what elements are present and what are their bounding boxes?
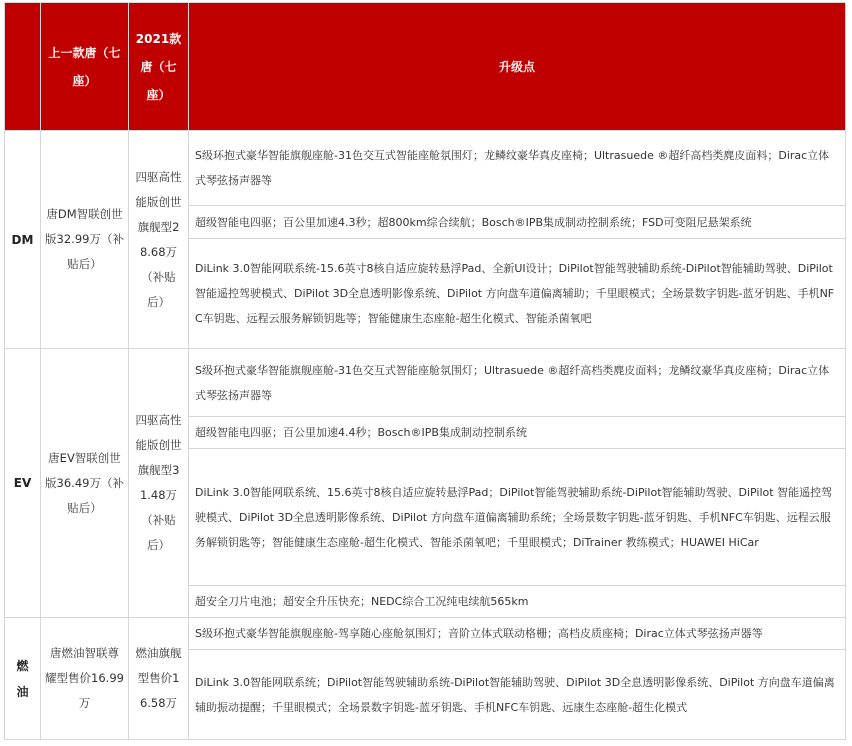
category-dm: DM	[5, 131, 41, 349]
header-category-cell	[5, 3, 41, 131]
comparison-table	[4, 2, 846, 740]
table-row	[5, 131, 846, 206]
previous-model-ev: 唐EV智联创世版36.49万（补贴后）	[41, 349, 129, 618]
table-row	[5, 349, 846, 417]
table-row	[5, 618, 846, 650]
upgrade-point: 超级智能电四驱；百公里加速4.3秒；超800km综合续航；Bosch®IPB集成制动控制系统；FSD可变阻尼悬架系统	[189, 206, 846, 239]
upgrade-point: 超安全刀片电池；超安全升压快充；NEDC综合工况纯电续航565km	[189, 586, 846, 618]
upgrade-point: DiLink 3.0智能网联系统；DiPilot智能驾驶辅助系统-DiPilot智能辅助驾驶、DiPilot 3D全息透明影像系统、DiPilot 方向盘车道偏离辅助振动提醒；千里眼模式；全场景数字钥匙-蓝牙钥匙、手机NFC车钥匙、远康生态座舱-超生化模式	[189, 650, 846, 740]
comparison-table-wrapper	[4, 2, 846, 740]
category-ev: EV	[5, 349, 41, 618]
header-previous-model: 上一款唐（七座）	[41, 3, 129, 131]
upgrade-point: S级环抱式豪华智能旗舰座舱-31色交互式智能座舱氛围灯；Ultrasuede ®超纤高档类麂皮面料；龙鳞纹豪华真皮座椅；Dirac立体式琴弦扬声器等	[189, 349, 846, 417]
category-fuel: 燃油	[5, 618, 41, 740]
previous-model-dm: 唐DM智联创世版32.99万（补贴后）	[41, 131, 129, 349]
upgrade-point: DiLink 3.0智能网联系统-15.6英寸8核自适应旋转悬浮Pad、全新UI设计；DiPilot智能驾驶辅助系统-DiPilot智能辅助驾驶、DiPilot 智能遥控驾驶模式、DiPilot 3D全息透明影像系统、DiPilot 方向盘车道偏离辅助；千里眼模式；全场景数字钥匙-蓝牙钥匙、手机NFC车钥匙、远程云服务解锁钥匙等；智能健康生态座舱-超生化模式、智能杀菌氧吧	[189, 239, 846, 349]
upgrade-point: S级环抱式豪华智能旗舰座舱-驾享随心座舱氛围灯；音阶立体式联动格栅；高档皮质座椅；Dirac立体式琴弦扬声器等	[189, 618, 846, 650]
current-model-fuel: 燃油旗舰型售价16.58万	[129, 618, 189, 740]
upgrade-point: DiLink 3.0智能网联系统、15.6英寸8核自适应旋转悬浮Pad；DiPilot智能驾驶辅助系统-DiPilot智能辅助驾驶、DiPilot 智能遥控驾驶模式、DiPilot 3D全息透明影像系统、DiPilot 方向盘车道偏离辅助系统；全场景数字钥匙-蓝牙钥匙、手机NFC车钥匙、远程云服务解锁钥匙等；智能健康生态座舱-超生化模式、智能杀菌氧吧；千里眼模式；DiTrainer 教练模式；HUAWEI HiCar	[189, 449, 846, 586]
header-upgrade-points: 升级点	[189, 3, 846, 131]
current-model-dm: 四驱高性能版创世旗舰型28.68万（补贴后）	[129, 131, 189, 349]
upgrade-point: S级环抱式豪华智能旗舰座舱-31色交互式智能座舱氛围灯；龙鳞纹豪华真皮座椅；Ultrasuede ®超纤高档类麂皮面料；Dirac立体式琴弦扬声器等	[189, 131, 846, 206]
header-row	[5, 3, 846, 131]
header-2021-model: 2021款唐（七座）	[129, 3, 189, 131]
current-model-ev: 四驱高性能版创世旗舰型31.48万（补贴后）	[129, 349, 189, 618]
previous-model-fuel: 唐燃油智联尊耀型售价16.99万	[41, 618, 129, 740]
upgrade-point: 超级智能电四驱；百公里加速4.4秒；Bosch®IPB集成制动控制系统	[189, 417, 846, 449]
